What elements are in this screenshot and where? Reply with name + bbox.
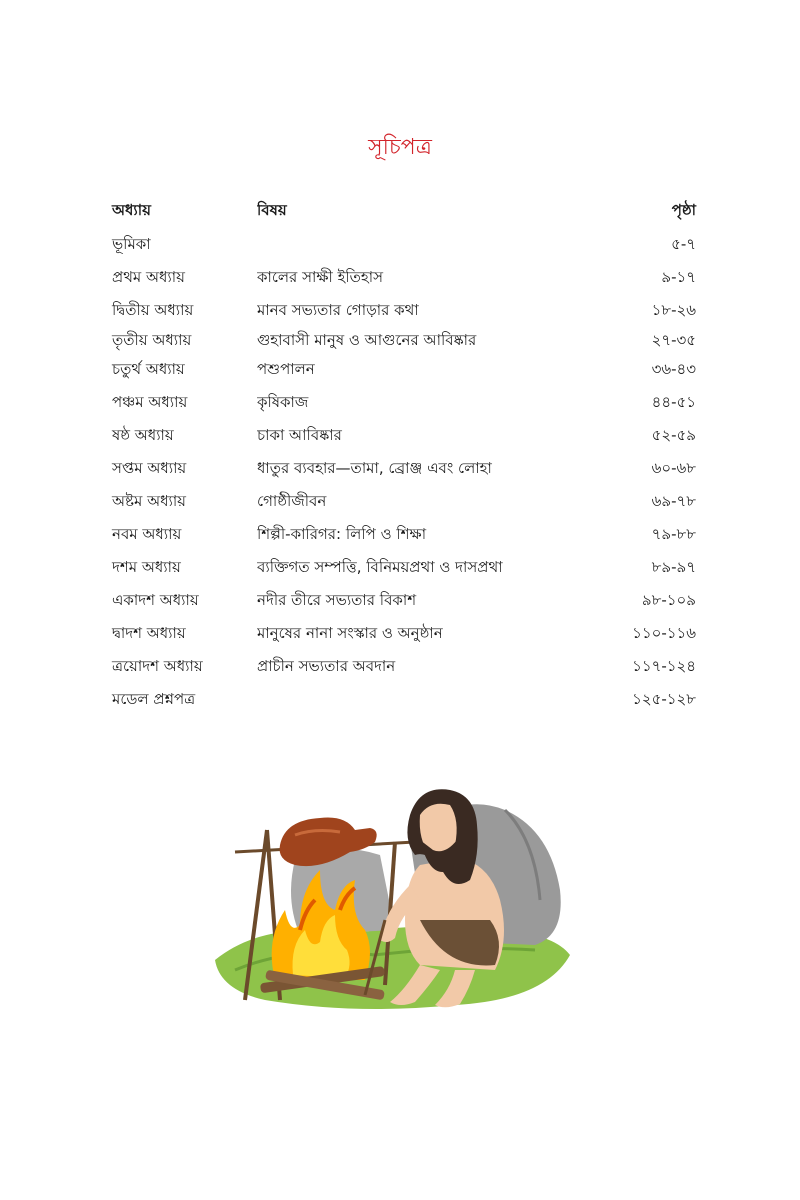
toc-row <box>112 486 696 519</box>
toc-page: ৫২-৫৯ <box>651 426 696 444</box>
toc-row <box>112 420 696 453</box>
toc-row <box>112 453 696 486</box>
toc-chapter: দ্বাদশ অধ্যায় <box>112 624 186 642</box>
toc-topic: কালের সাক্ষী ইতিহাস <box>257 268 384 286</box>
toc-page: ১১০-১১৬ <box>632 624 696 642</box>
toc-chapter: সপ্তম অধ্যায় <box>112 459 187 477</box>
toc-row <box>112 651 696 684</box>
toc-topic: নদীর তীরে সভ্যতার বিকাশ <box>257 591 417 609</box>
toc-chapter: প্রথম অধ্যায় <box>112 268 185 286</box>
toc-page: ৯-১৭ <box>661 268 696 286</box>
toc-chapter: একাদশ অধ্যায় <box>112 591 199 609</box>
header-chapter: অধ্যায় <box>112 200 151 219</box>
toc-page: ৬০-৬৮ <box>651 459 696 477</box>
toc-row <box>112 684 696 717</box>
toc-row <box>112 618 696 651</box>
toc-page: ৩৬-৪৩ <box>651 360 696 378</box>
toc-chapter: তৃতীয় অধ্যায় <box>112 330 192 349</box>
toc-topic: গুহাবাসী মানুষ ও আগুনের আবিষ্কার <box>257 330 477 349</box>
toc-topic: মানব সভ্যতার গোড়ার কথা <box>257 301 419 319</box>
toc-page: ৮৯-৯৭ <box>651 558 696 576</box>
toc-topic: পশুপালন <box>257 360 315 378</box>
toc-page: ৪৪-৫১ <box>651 393 696 411</box>
toc-topic: ব্যক্তিগত সম্পত্তি, বিনিময়প্রথা ও দাসপ্রথা <box>257 558 503 576</box>
toc-topic: মানুষের নানা সংস্কার ও অনুষ্ঠান <box>257 624 443 642</box>
toc-chapter: ত্রয়োদশ অধ্যায় <box>112 657 203 675</box>
toc-row <box>112 295 696 328</box>
toc-topic: ধাতুর ব্যবহার—তামা, ব্রোঞ্জ এবং লোহা <box>257 459 492 477</box>
toc-topic: চাকা আবিষ্কার <box>257 426 342 444</box>
toc-row <box>112 262 696 295</box>
toc-chapter: পঞ্চম অধ্যায় <box>112 393 188 411</box>
toc-topic: কৃষিকাজ <box>257 393 309 411</box>
caveman-fire-illustration <box>205 770 575 1020</box>
header-topic: বিষয় <box>257 200 287 219</box>
toc-row <box>112 552 696 585</box>
toc-header-row <box>112 193 696 229</box>
toc-chapter: ভূমিকা <box>112 235 151 253</box>
toc-page: ৭৯-৮৮ <box>651 525 696 543</box>
toc-chapter: ষষ্ঠ অধ্যায় <box>112 426 174 444</box>
toc-chapter: দ্বিতীয় অধ্যায় <box>112 301 194 319</box>
toc-page: ২৭-৩৫ <box>651 330 696 349</box>
header-page: পৃষ্ঠা <box>671 200 696 219</box>
toc-row <box>112 354 696 387</box>
toc-topic: প্রাচীন সভ্যতার অবদান <box>257 657 396 675</box>
toc-topic: শিল্পী-কারিগর: লিপি ও শিক্ষা <box>257 525 427 543</box>
page-title: সূচিপত্র <box>368 135 432 160</box>
toc-row <box>112 387 696 420</box>
toc-page: ১১৭-১২৪ <box>632 657 696 675</box>
toc-topic: গোষ্ঠীজীবন <box>257 492 327 510</box>
toc-page: ১২৫-১২৮ <box>632 690 696 708</box>
toc-chapter: চতুর্থ অধ্যায় <box>112 360 185 378</box>
toc-page: ৫-৭ <box>671 235 696 253</box>
table-of-contents <box>112 193 696 717</box>
toc-page: ৯৮-১০৯ <box>641 591 696 609</box>
toc-row <box>112 328 696 354</box>
toc-page: ১৮-২৬ <box>651 301 696 319</box>
toc-row <box>112 229 696 262</box>
toc-chapter: অষ্টম অধ্যায় <box>112 492 187 510</box>
toc-chapter: দশম অধ্যায় <box>112 558 181 576</box>
toc-chapter: মডেল প্রশ্নপত্র <box>112 690 196 708</box>
toc-row <box>112 519 696 552</box>
toc-page: ৬৯-৭৮ <box>651 492 696 510</box>
toc-chapter: নবম অধ্যায় <box>112 525 182 543</box>
toc-row <box>112 585 696 618</box>
